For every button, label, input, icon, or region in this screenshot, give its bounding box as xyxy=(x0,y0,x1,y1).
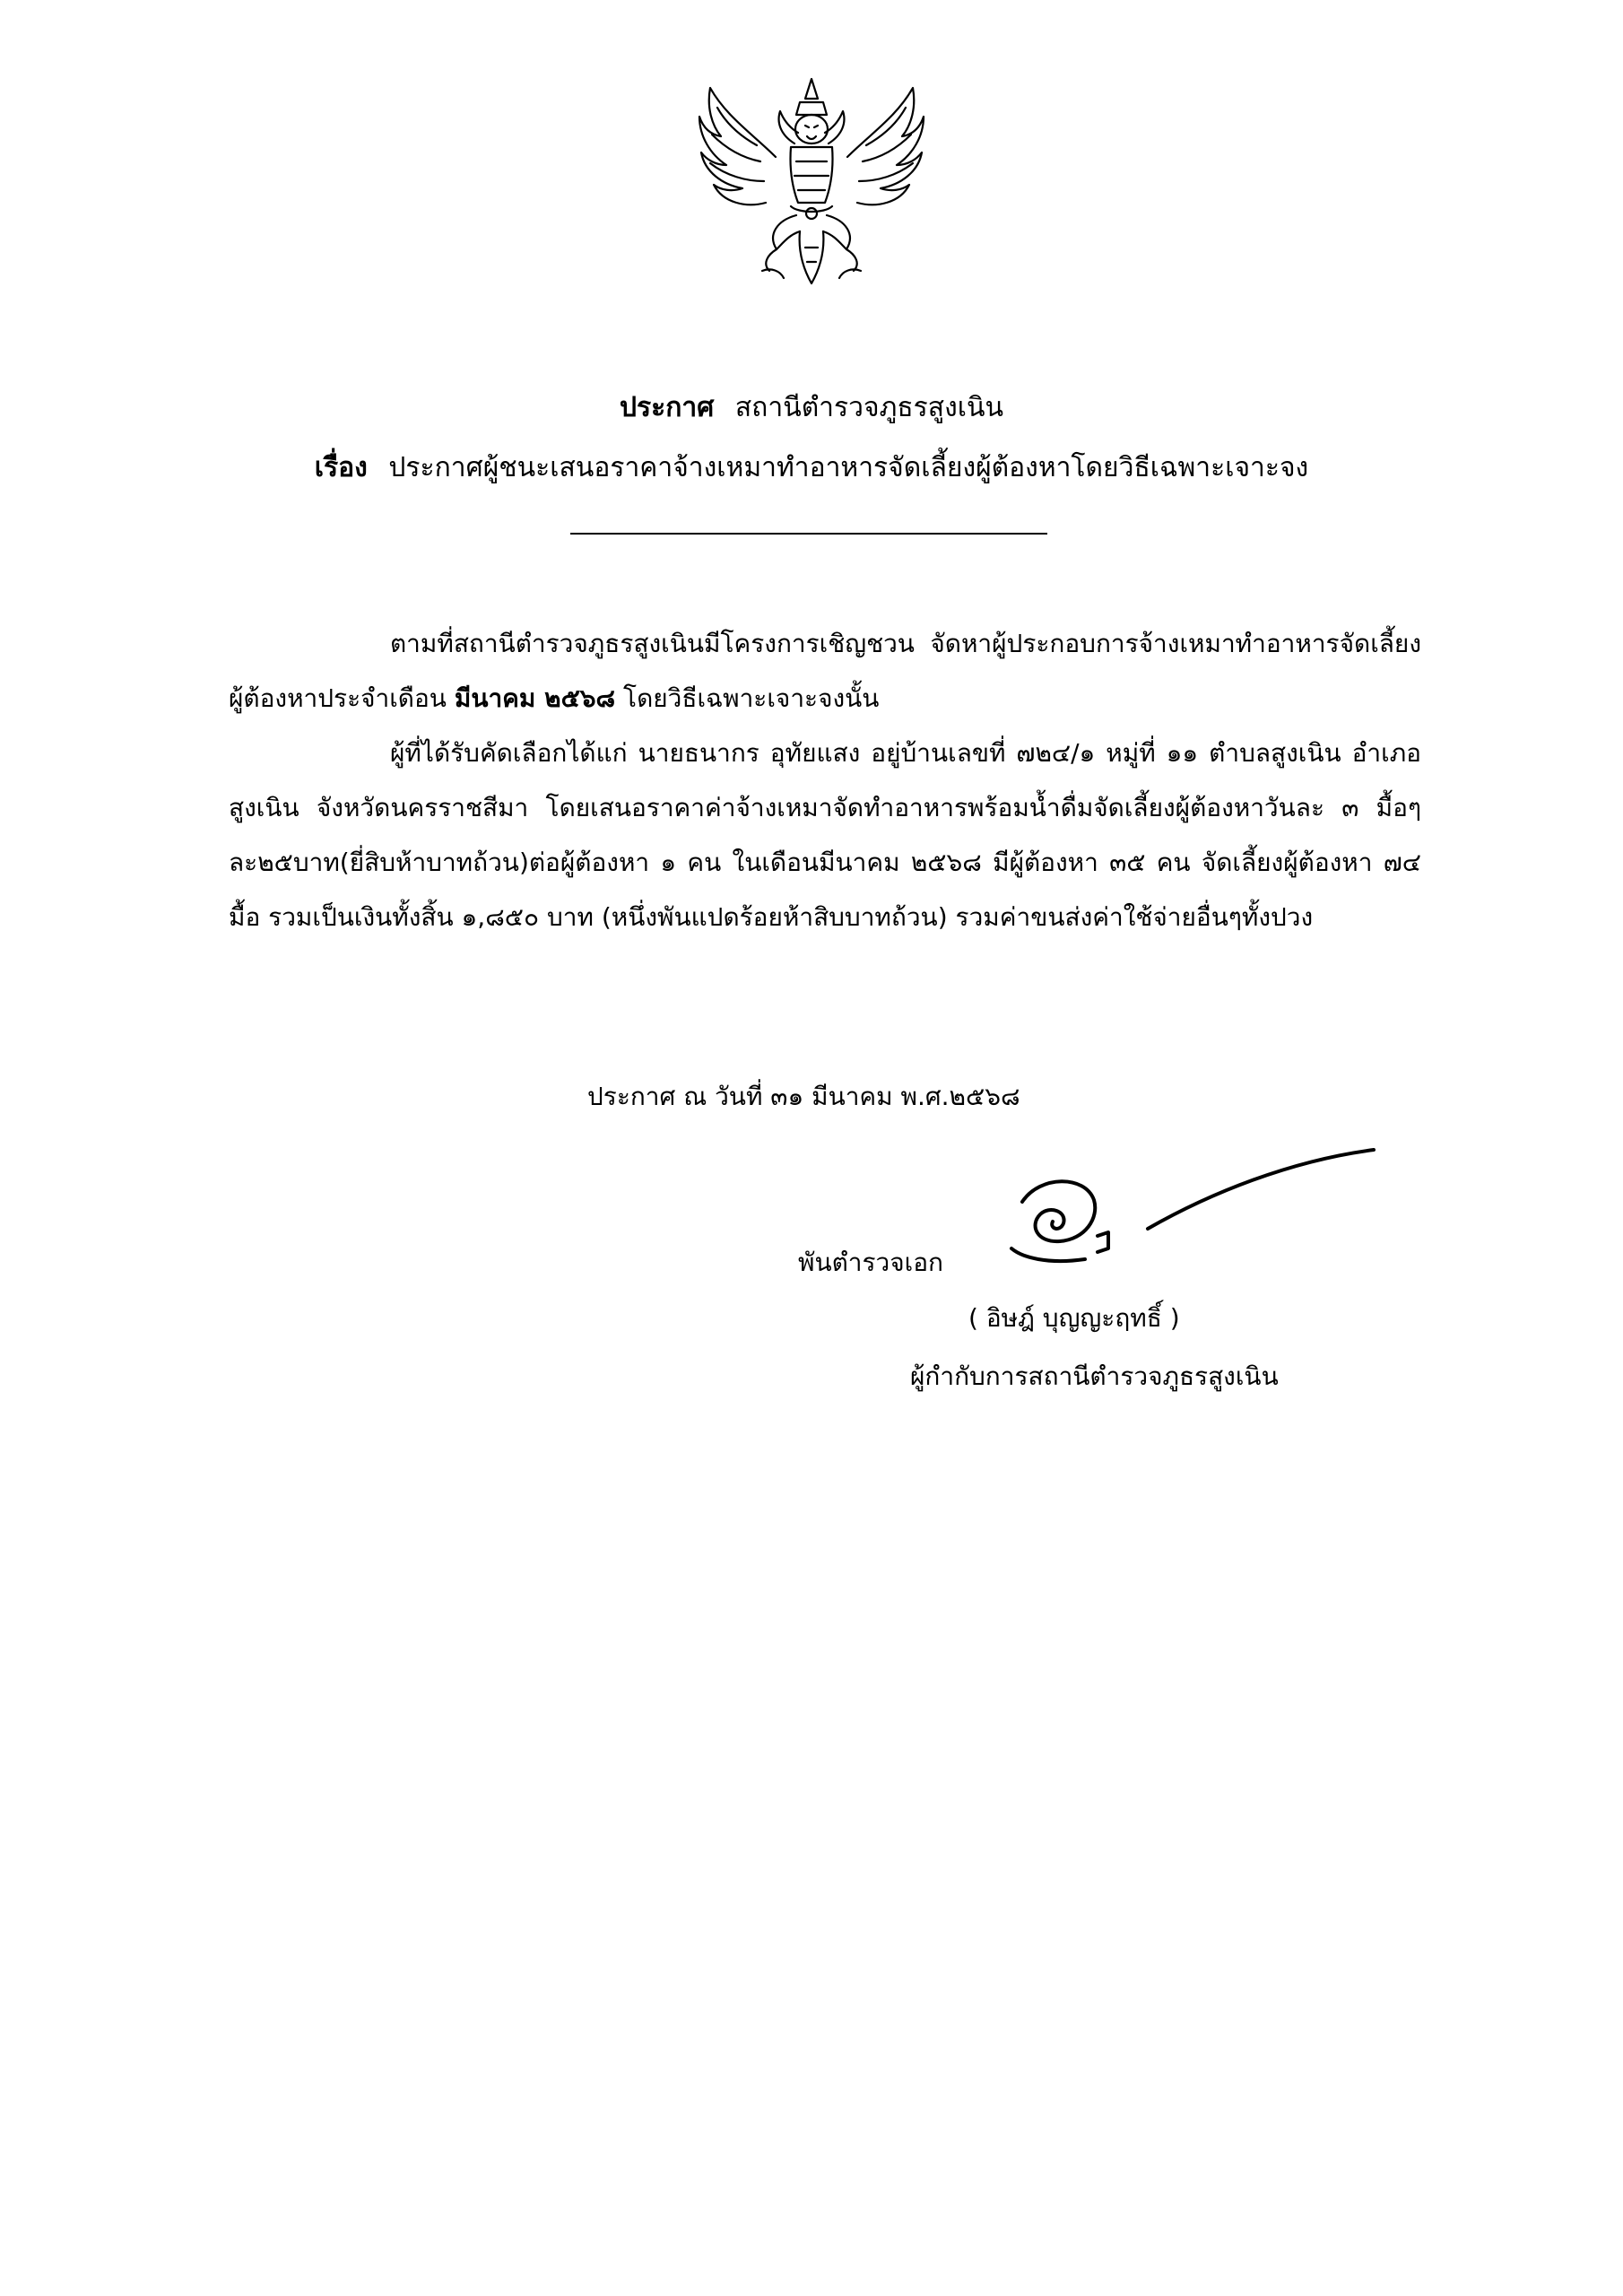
handwritten-signature xyxy=(1004,1139,1390,1292)
body-paragraph-2 xyxy=(229,726,1421,944)
subject-header xyxy=(0,450,1623,486)
signatory-rank: พันตำรวจเอก xyxy=(798,1248,944,1277)
body-paragraph-1 xyxy=(229,616,1421,726)
signatory-position: ผู้กำกับการสถานีตำรวจภูธรสูงเนิน xyxy=(910,1361,1279,1391)
paragraph-2-text: ผู้ที่ได้รับคัดเลือกได้แก่ นายธนากร อุทัยแสง อยู่บ้านเลขที่ ๗๒๔/๑ หมู่ที่ ๑๑ ตำบลสูงเนิน อำเภอสูงเนิน จังหวัดนครราชสีมา โดยเสนอราคาค่าจ้างเหมาจัดทำอาหารพร้อมน้ำดื่มจัดเลี้ยงผู้ต้องหาวันละ ๓ มื้อๆละ๒๕บาท(ยี่สิบห้าบาทถ้วน)ต่อผู้ต้องหา ๑ คน ในเดือนมีนาคม ๒๕๖๘ มีผู้ต้องหา ๓๕ คน จัดเลี้ยงผู้ต้องหา ๗๔ มื้อ รวมเป็นเงินทั้งสิ้น ๑,๘๕๐ บาท (หนึ่งพันแปดร้อยห้าสิบบาทถ้วน) รวมค่าขนส่งค่าใช้จ่ายอื่นๆทั้งปวง xyxy=(229,738,1421,932)
announcement-header xyxy=(0,390,1623,426)
subject-label: เรื่อง xyxy=(314,452,368,483)
subject-text: ประกาศผู้ชนะเสนอราคาจ้างเหมาทำอาหารจัดเลี้ยงผู้ต้องหาโดยวิธีเฉพาะเจาะจง xyxy=(388,452,1309,483)
announcement-org: สถานีตำรวจภูธรสูงเนิน xyxy=(734,392,1003,423)
header-divider xyxy=(570,533,1047,535)
paragraph-1-method: โดยวิธีเฉพาะเจาะจงนั้น xyxy=(623,683,880,713)
announcement-label: ประกาศ xyxy=(620,392,715,423)
paragraph-1-month: มีนาคม ๒๕๖๘ xyxy=(454,683,616,713)
paragraph-1-text: ตามที่สถานีตำรวจภูธรสูงเนินมีโครงการเชิญชวน จัดหาผู้ประกอบการจ้างเหมาทำอาหารจัดเลี้ยงผู้ต้องหาประจำเดือน xyxy=(229,629,1421,713)
announcement-date: ประกาศ ณ วันที่ ๓๑ มีนาคม พ.ศ.๒๕๖๘ xyxy=(587,1082,1020,1111)
signatory-name: ( อิษฎ์ บุญญะฤทธิ์ ) xyxy=(968,1303,1180,1333)
garuda-emblem-icon xyxy=(690,72,933,296)
